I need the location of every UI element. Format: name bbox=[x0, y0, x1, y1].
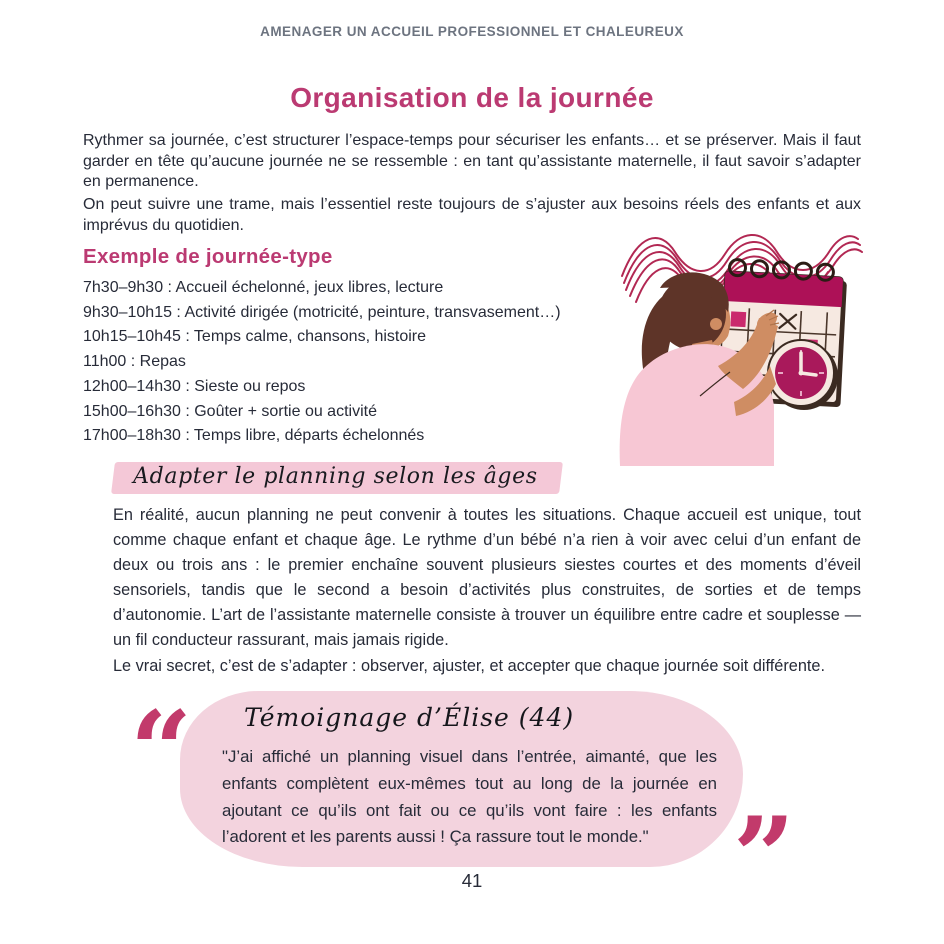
highlight-heading bbox=[113, 462, 561, 494]
daily-schedule-list bbox=[83, 276, 628, 449]
schedule-line: 10h15–10h45 : Temps calme, chansons, histoire bbox=[83, 328, 427, 346]
highlighter-stroke bbox=[111, 462, 563, 494]
open-quote-icon: “ bbox=[130, 688, 193, 814]
close-quote-icon: ” bbox=[732, 794, 795, 920]
body-text bbox=[113, 503, 861, 679]
schedule-line: 11h00 : Repas bbox=[83, 353, 186, 371]
highlight-heading-text: Adapter le planning selon les âges bbox=[133, 464, 538, 489]
schedule-line: 12h00–14h30 : Sieste ou repos bbox=[83, 377, 306, 395]
section-heading: Exemple de journée-type bbox=[83, 245, 333, 268]
page-title: Organisation de la journée bbox=[290, 82, 654, 113]
schedule-line: 15h00–16h30 : Goûter + sortie ou activité bbox=[83, 402, 377, 420]
intro-paragraph: On peut suivre une trame, mais l’essentiel reste toujours de s’ajuster aux besoins réels des enfants et aux imprévus du quotidien. bbox=[83, 196, 861, 234]
running-header: AMENAGER UN ACCUEIL PROFESSIONNEL ET CHALEUREUX bbox=[260, 24, 684, 39]
schedule-line: 17h00–18h30 : Temps libre, départs échelonnés bbox=[83, 427, 425, 445]
testimonial-quote: "J’ai affiché un planning visuel dans l’entrée, aimanté, que les enfants complètent eux-mêmes tout au long de la journée en ajoutant ce qu’ils ont fait ou ce qu’ils vont faire : les enfants l’adorent et les parents aussi ! Ça rassure tout le monde." bbox=[222, 747, 717, 847]
schedule-line: 7h30–9h30 : Accueil échelonné, jeux libres, lecture bbox=[83, 279, 444, 296]
intro-text bbox=[83, 131, 861, 239]
woman-calendar-illustration bbox=[616, 226, 870, 466]
testimonial-heading: Témoignage d’Élise (44) bbox=[244, 703, 575, 732]
body-paragraph: En réalité, aucun planning ne peut convenir à toutes les situations. Chaque accueil est unique, tout comme chaque enfant et chaque âge. Le rythme d’un bébé n’a rien à voir avec celui d’un enfant de deux ou trois ans : le premier enchaîne souvent plusieurs siestes courtes et des moments d’éveil sensoriels, tandis que le second a besoin d’activités plus construites, de sorties et de temps d’autonomie. L’art de l’assistante maternelle consiste à trouver un équilibre entre cadre et souplesse — un fil conducteur rassurant, mais jamais rigide. bbox=[113, 506, 861, 650]
ear bbox=[710, 318, 722, 330]
intro-paragraph: Rythmer sa journée, c’est structurer l’espace-temps pour sécuriser les enfants… et se préserver. Mais il faut garder en tête qu’aucune journée ne se ressemble : en tant qu’assistante maternelle, il faut savoir s’adapter en permanence. bbox=[83, 132, 861, 191]
body-paragraph: Le vrai secret, c’est de s’adapter : observer, ajuster, et accepter que chaque journée soit différente. bbox=[113, 656, 825, 675]
schedule-line: 9h30–10h15 : Activité dirigée (motricité, peinture, transvasement…) bbox=[83, 303, 561, 321]
page-number: 41 bbox=[461, 870, 483, 891]
